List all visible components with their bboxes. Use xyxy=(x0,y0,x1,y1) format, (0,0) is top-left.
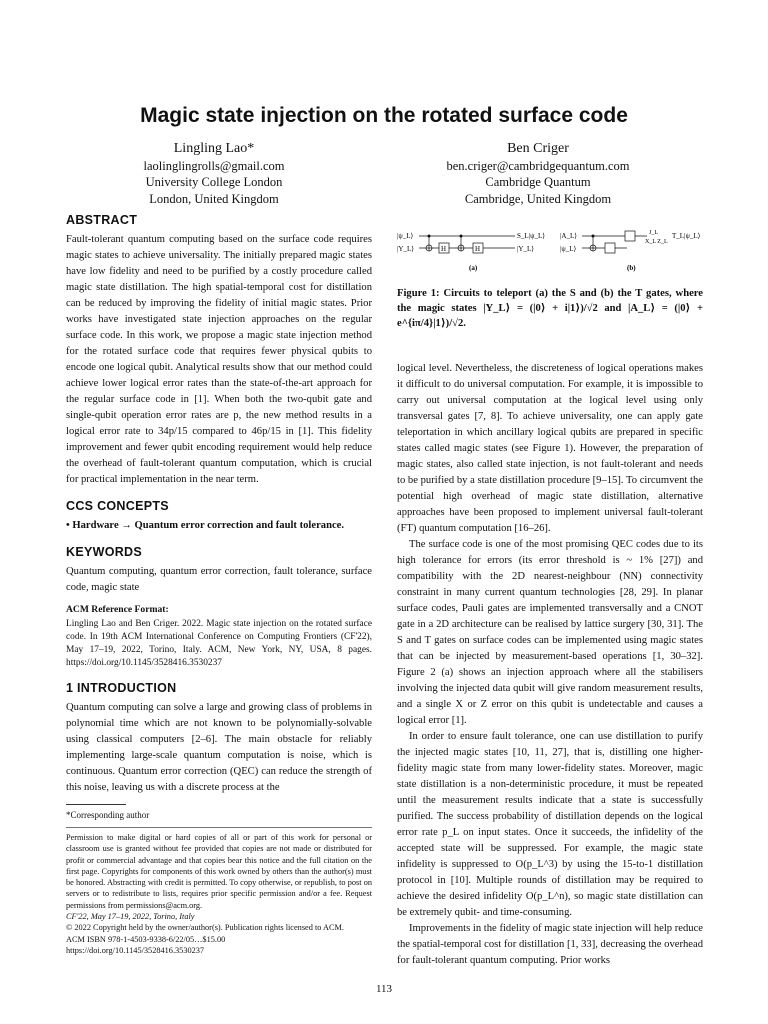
author-org: Cambridge Quantum xyxy=(485,175,591,189)
copyright-line: © 2022 Copyright held by the owner/author(s). Publication rights licensed to ACM. xyxy=(66,923,344,933)
author-name: Ben Criger xyxy=(507,141,569,156)
keywords-heading: KEYWORDS xyxy=(66,545,143,559)
output-XZ: X_L Z_L xyxy=(645,239,668,245)
paper-title: Magic state injection on the rotated surface code xyxy=(140,104,628,127)
label-a: (a) xyxy=(469,264,478,272)
right-column xyxy=(397,361,703,969)
author-block-2 xyxy=(388,141,688,207)
ccs-text: • Hardware → Quantum error correction and fault tolerance. xyxy=(66,520,345,531)
body-paragraph: In order to ensure fault tolerance, one can use distillation to purify the injected magic states [10, 11, 27], that is, distilling one higher-fidelity magic state from many lower-fidelity states. Moreover, magic state distillation is a non-deterministic procedure, it must be repeated until the measurement results indicate that a state is successfully purified. The success probability of distillation depends on the logical error rate p_L on input states. Once it succeeds, the infidelity of the accepted state will be suppressed. For example, the magic state infidelity is suppressed to O(p_L^3) by using the 15-to-1 distillation protocol in [10]. Multiple rounds of distillation may be required to achieve the desired infidelity O(p_L^n), so magic state distillation can be extremely qubit- and time-consuming. xyxy=(397,731,703,918)
circuit-a xyxy=(397,232,545,272)
body-paragraph: The surface code is one of the most promising QEC codes due to its high tolerance for errors (its error threshold is ~ 1% [27]) and compatibility with the 2D nearest-neighbour (NN) connectivity constraint in many current quantum technologies [28, 29]. In planar surface codes, Pauli gates are implemented transversally and a CNOT gate in a 2D architecture can be realised by lattice surgery [30, 31]. The S and T gates on surface codes can be implemented using magic states that can be injected by measurement-based operations [1, 30–32]. Figure 2 (a) shows an injection approach where all the stabilisers involving the injected data qubit will give random measurement results, and a single X or Z error on this qubit is undetectable and causes a logical error [1]. xyxy=(397,539,703,726)
author-block-1 xyxy=(64,141,364,207)
ref-format-heading: ACM Reference Format: xyxy=(66,604,169,615)
body-paragraph: logical level. Nevertheless, the discreteness of logical operations makes it difficult to do universal computation. For example, it is impossible to carry out universal computation at the logical level using only transversal gates [7, 8]. To achieve universality, one can apply gate teleportation in which ancillary logical qubits are prepared in specific states called magic states (see Figure 1). However, the preparation of magic states, also called state injection, is not fault-tolerant and needs to be purified by a state distillation procedure [9–15]. To circumvent the potential high overhead of magic state distillation, alternative approaches have been proposed to implement universal fault-tolerant (FT) quantum computation [16–26]. xyxy=(397,363,703,534)
author-name: Lingling Lao* xyxy=(173,141,255,156)
gate-H: H xyxy=(475,245,481,253)
abstract-text: Fault-tolerant quantum computing based on the surface code requires magic states to achieve universality. The initially prepared magic states have low fidelity and need to be purified by a costly procedure called magic state distillation. The high spatial-temporal cost for distillation can be reduced by improving the fidelity of initial magic states. Prior works have investigated state injection approaches on the regular surface code. In this work, we propose a magic state injection method for the rotated surface code that requires fewer physical qubits to encode one logical qubit. Analytical results show that our method could achieve lower logical error rates than the state-of-the-art approach for the regular surface code in [1]. When both the two-qubit gate and single-qubit operation error rates are p, the new method results in a logical error rate to 34p/15 compared to 46p/15 in [1]. This fidelity improvement and fewer qubit encoding requirement would help reduce the overhead of fault-tolerant quantum computation, which is crucial for practical implementation in the near term. xyxy=(66,234,372,485)
output-J: J_L xyxy=(649,230,658,236)
keywords-text: Quantum computing, quantum error correction, fault tolerance, surface code, magic state xyxy=(66,566,372,593)
permission-text: Permission to make digital or hard copies of all or part of this work for personal or classroom use is granted without fee provided that copies are not made or distributed for profit or commercial advantage and that copies bear this notice and the full citation on the first page. Copyrights for components of this work owned by others than the author(s) must be honored. Abstracting with credit is permitted. To copy otherwise, or republish, to post on servers or to redistribute to lists, requires prior specific permission and/or a fee. Request permissions from permissions@acm.org. xyxy=(66,833,372,910)
figure-caption: Figure 1: Circuits to teleport (a) the S and (b) the T gates, where the magic states |Y_L⟩ = (|0⟩ + i|1⟩)/√2 and |A_L⟩ = (|0⟩ + e^{iπ/4}|1⟩)/√2. xyxy=(397,288,703,329)
ket-A-L: |A_L⟩ xyxy=(560,232,577,240)
output-T: T_L|ψ_L⟩ xyxy=(672,232,701,240)
label-b: (b) xyxy=(627,264,636,272)
author-email: ben.criger@cambridgequantum.com xyxy=(446,158,630,173)
isbn-line: ACM ISBN 978-1-4503-9338-6/22/05…$15.00 xyxy=(66,934,226,944)
body-paragraph: Improvements in the fidelity of magic state injection will help reduce the spatial-temporal cost for distillation [1, 33], decreasing the overhead for fault-tolerant quantum computing. Prior works xyxy=(397,923,703,966)
abstract-heading: ABSTRACT xyxy=(66,213,138,227)
page-number: 113 xyxy=(375,983,393,995)
footnote-rule xyxy=(66,804,126,805)
doi-line: https://doi.org/10.1145/3528416.3530237 xyxy=(66,945,205,955)
footnote: *Corresponding author xyxy=(66,810,150,820)
ket-psi-L: |ψ_L⟩ xyxy=(560,245,577,253)
left-column xyxy=(66,212,372,956)
output-Y: |Y_L⟩ xyxy=(517,245,534,253)
author-location: Cambridge, United Kingdom xyxy=(464,191,612,206)
circuit-diagram xyxy=(397,226,703,286)
ref-format-text: Lingling Lao and Ben Criger. 2022. Magic state injection on the rotated surface code. In 19th ACM International Conference on Computing Frontiers (CF'22), May 17–19, 2022, Torino, Italy. ACM, New York, NY, USA, 8 pages. https://doi.org/10.1145/3528416.3530237 xyxy=(66,619,372,668)
ccs-heading: CCS CONCEPTS xyxy=(66,499,169,513)
gate-H: H xyxy=(441,245,447,253)
output-S: S_L|ψ_L⟩ xyxy=(517,232,545,240)
author-email: laolinglingrolls@gmail.com xyxy=(143,158,285,173)
ket-psi-L: |ψ_L⟩ xyxy=(397,232,414,240)
ket-Y-L: |Y_L⟩ xyxy=(397,245,414,253)
intro-heading: 1 INTRODUCTION xyxy=(66,681,177,695)
intro-text: Quantum computing can solve a large and growing class of problems in polynomial time which are not known to be polynomially-solvable using classical computers [2–6]. The main obstacle for reliably implementing large-scale quantum computation is noise, which is continuous. Quantum error correction (QEC) can reduce the strength of this noise, leaving us with a discrete process at the xyxy=(66,702,372,793)
author-location: London, United Kingdom xyxy=(149,191,279,206)
permission-rule xyxy=(66,827,372,828)
conference-line: CF'22, May 17–19, 2022, Torino, Italy xyxy=(66,912,195,922)
author-org: University College London xyxy=(145,175,283,189)
circuit-b xyxy=(560,230,701,272)
